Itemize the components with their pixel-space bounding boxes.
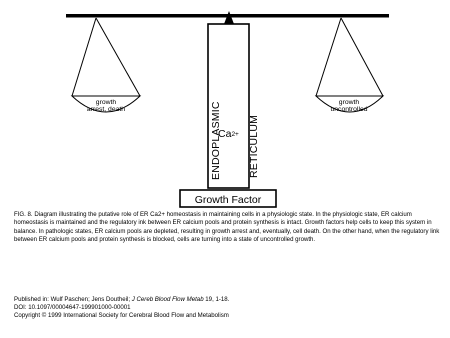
left-pan-string-right [96,18,140,96]
right-pan-string-right [341,18,383,96]
pillar-label-reticulum: RETICULUM [248,114,260,178]
left-pan-label-line2: arrest, death [86,106,126,113]
pillar-label-endoplasmic: ENDOPLASMIC [210,101,222,180]
right-pan-string-left [316,18,341,96]
figure-caption: FIG. 8. Diagram illustrating the putative role of ER Ca2+ homeostasis in maintaining cells in a physiologic state. In the physiologic state, ER calcium homeostasis is maintained and the regulatory ink between ER calcium pools and protein synthesis is intact. Growth factors help cells to keep this system in balance. In pathologic states, ER calcium pools are depleted, resulting in growth arrest and, eventually, cell death. On the other hand, when the regulatory link between ER calcium pools and protein synthesis is blocked, cells are turning into a state of uncontrolled growth. [14,211,440,243]
calcium-charge: 2+ [231,131,239,138]
volume-pages: 19, 1-18. [203,296,230,303]
citation-footer [14,296,440,321]
journal-name: J Cereb Blood Flow Metab [131,296,204,303]
copyright-line: Copyright © 1999 International Society for Cerebral Blood Flow and Metabolism [14,312,229,320]
published-authors: Published in: Wulf Paschen; Jens Doutheil; [14,296,132,303]
right-pan-label-line1: growth [338,99,360,106]
doi-line: DOI: 10.1097/00004647-199901000-00001 [14,304,131,312]
growth-factor-label: Growth Factor [194,194,262,206]
right-pan-label-line2: uncontrolled [330,106,368,113]
published-line [14,296,440,304]
calcium-symbol: Ca [218,128,232,140]
left-pan-label-line1: growth [95,99,117,106]
left-pan-string-left [72,18,96,96]
